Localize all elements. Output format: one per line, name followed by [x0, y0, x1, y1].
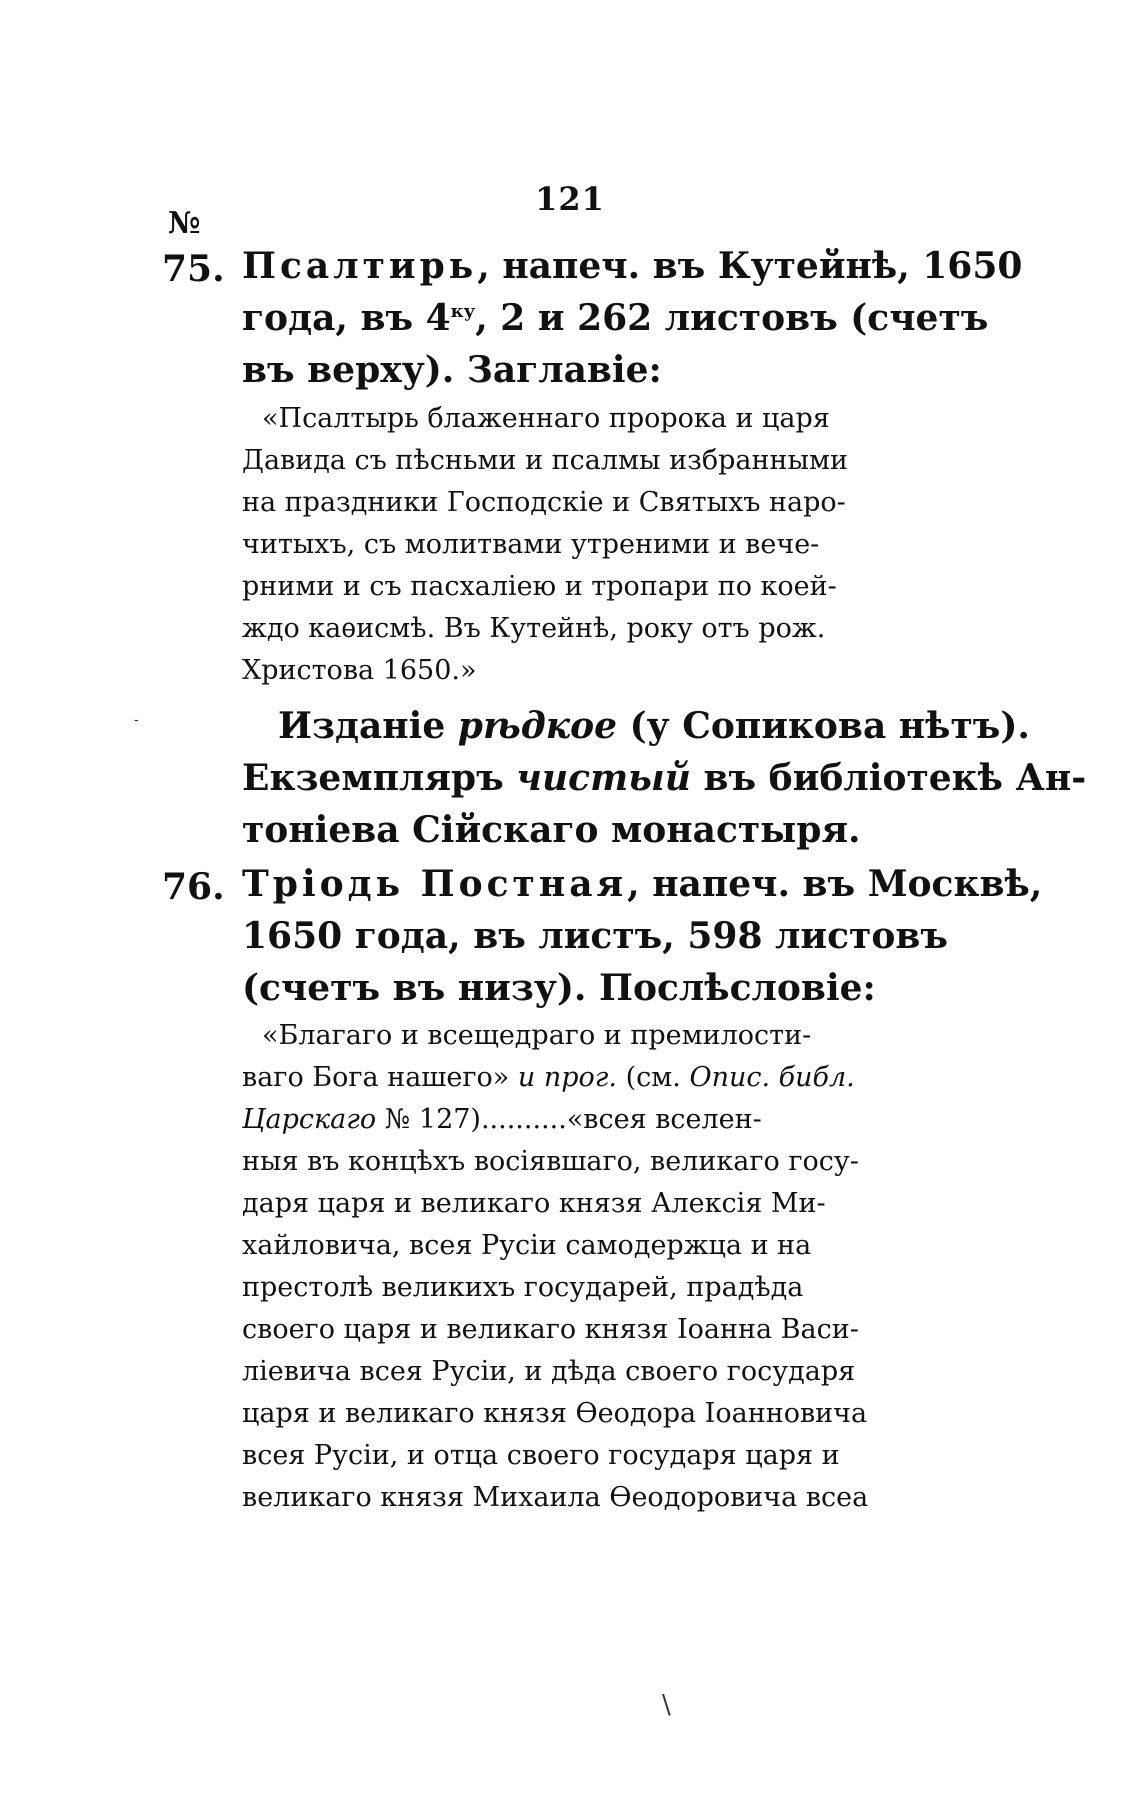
entry-75-note-line-1 — [278, 705, 1030, 747]
entry-75-line-1-text: , напеч. въ Кутейнѣ, 1650 — [477, 245, 1023, 287]
quote-text: № 127)..........«всея вселен- — [376, 1104, 762, 1135]
entry-76-quote-line: «Благаго и всещедраго и премилости- — [262, 1020, 812, 1051]
entry-75-note-line-3: тоніева Сійскаго монастыря. — [242, 809, 861, 851]
entry-76-quote-line: царя и великаго князя Ѳеодора Іоанновича — [242, 1398, 868, 1429]
quote-italic: Опис. библ. — [689, 1062, 855, 1093]
note-text: Екземпляръ — [242, 757, 517, 799]
entry-75-format-sup: ку — [450, 301, 476, 322]
entry-76-quote-line: великаго князя Михаила Ѳеодоровича всеа — [242, 1482, 869, 1513]
entry-76-quote-line — [242, 1106, 762, 1133]
entry-75-title: Псалтирь — [242, 245, 478, 287]
page-number: 121 — [535, 180, 605, 218]
entry-75-quote-line: читыхъ, съ молитвами утреними и вече- — [242, 529, 820, 560]
entry-76-line-3: (счетъ въ низу). Послѣсловіе: — [242, 967, 876, 1009]
entry-75-quote-line: Христова 1650.» — [242, 655, 477, 686]
numero-sign: № — [168, 206, 201, 241]
note-italic: чистый — [516, 757, 691, 799]
note-text: Изданіе — [278, 705, 458, 747]
note-text: (у Сопикова нѣтъ). — [617, 705, 1030, 747]
scan-mark: \ — [662, 1690, 671, 1720]
entry-76-quote-line: всея Русіи, и отца своего государя царя и — [242, 1440, 840, 1471]
entry-76-line-2: 1650 года, въ листъ, 598 листовъ — [242, 915, 948, 957]
entry-75-quote-line: на праздники Господскіе и Святыхъ наро- — [242, 487, 846, 518]
entry-76-line-1 — [242, 863, 1043, 905]
entry-76-quote-line: своего царя и великаго князя Іоанна Васи- — [242, 1314, 859, 1345]
entry-number-75: 75. — [162, 248, 225, 290]
scan-mark: - — [134, 712, 139, 728]
entry-76-quote-line: ныя въ концѣхъ восіявшаго, великаго госу- — [242, 1146, 859, 1177]
entry-75-line-3: въ верху). Заглавіе: — [242, 349, 662, 391]
entry-75-line-2 — [242, 297, 989, 339]
entry-76-quote-line: хайловича, всея Русіи самодержца и на — [242, 1230, 812, 1261]
entry-75-line-2-rest: , 2 и 262 листовъ (счетъ — [475, 297, 989, 339]
entry-75-note-line-2 — [242, 757, 1087, 799]
entry-76-quote-line — [242, 1064, 855, 1091]
entry-76-quote-line: престолѣ великихъ государей, прадѣда — [242, 1272, 804, 1303]
entry-76-quote-line: ліевича всея Русіи, и дѣда своего государя — [242, 1356, 856, 1387]
note-text: въ библіотекѣ Ан- — [690, 757, 1087, 799]
entry-75-quote-line: Давида съ пѣсньми и псалмы избранными — [242, 445, 848, 476]
entry-76-line-1-text: , напеч. въ Москвѣ, — [627, 863, 1043, 905]
entry-76-quote-line: даря царя и великаго князя Алексія Ми- — [242, 1188, 826, 1219]
entry-75-line-1 — [242, 245, 1023, 287]
note-italic: рѣдкое — [457, 705, 618, 747]
quote-text: (см. — [617, 1062, 690, 1093]
quote-italic: и прог. — [517, 1062, 618, 1093]
quote-text: ваго Бога нашего» — [242, 1062, 518, 1093]
entry-75-quote-line: ждо каѳисмѣ. Въ Кутейнѣ, року отъ рож. — [242, 613, 826, 644]
quote-italic: Царскаго — [242, 1104, 377, 1135]
entry-75-format: года, въ 4 — [242, 297, 451, 339]
entry-76-title: Тріодь Постная — [242, 863, 628, 905]
entry-number-76: 76. — [162, 866, 225, 908]
entry-75-quote-line: рними и съ пасхаліею и тропари по коей- — [242, 571, 837, 602]
entry-75-quote-line: «Псалтырь блаженнаго пророка и царя — [262, 403, 830, 434]
